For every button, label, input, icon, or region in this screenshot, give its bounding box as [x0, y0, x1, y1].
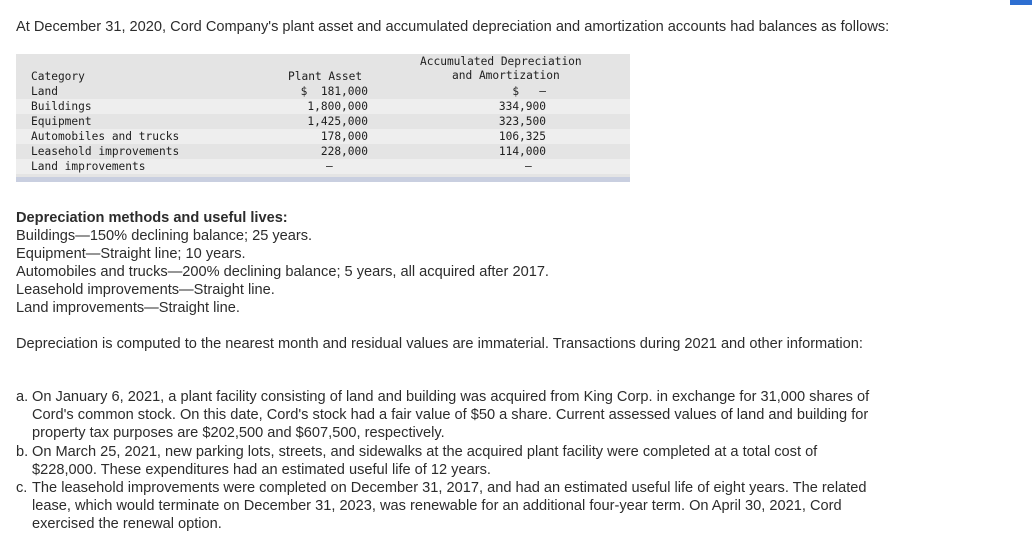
- item-line: On January 6, 2021, a plant facility consisting of land and building was acquired from King Corp. in exchange for 31,000 shares of: [32, 389, 870, 405]
- row-accumulated: 114,000: [498, 145, 546, 158]
- row-accumulated: —: [525, 160, 532, 173]
- item-line: On March 25, 2021, new parking lots, streets, and sidewalks at the acquired plant facility were completed at a total cost of: [32, 443, 818, 460]
- row-accumulated: $ —: [512, 85, 546, 98]
- methods-heading: Depreciation methods and useful lives:: [16, 210, 288, 226]
- header-accumulated-line1: Accumulated Depreciation: [420, 55, 582, 68]
- table-row: [16, 84, 630, 99]
- computation-note: Depreciation is computed to the nearest month and residual values are immaterial. Transactions during 2021 and other information:: [16, 336, 863, 352]
- table-row: [16, 114, 630, 129]
- row-plant-asset: —: [326, 160, 333, 173]
- row-accumulated: 323,500: [498, 115, 546, 128]
- row-category: Equipment: [31, 115, 92, 128]
- row-plant-asset: 228,000: [320, 145, 368, 158]
- method-line: Equipment—Straight line; 10 years.: [16, 246, 246, 262]
- row-category: Buildings: [31, 100, 92, 113]
- row-accumulated: 334,900: [498, 100, 546, 113]
- item-line: property tax purposes are $202,500 and $607,500, respectively.: [32, 425, 445, 442]
- row-category: Land improvements: [31, 160, 146, 173]
- method-line: Land improvements—Straight line.: [16, 300, 240, 316]
- method-line: Leasehold improvements—Straight line.: [16, 282, 275, 298]
- transactions-list: [16, 388, 1006, 534]
- row-plant-asset: 1,425,000: [307, 115, 368, 128]
- item-label: c.: [16, 480, 28, 497]
- item-label: b.: [16, 443, 29, 460]
- row-category: Leasehold improvements: [31, 145, 180, 158]
- row-plant-asset: 178,000: [320, 130, 368, 143]
- item-line: exercised the renewal option.: [32, 516, 222, 533]
- list-item: [16, 479, 1006, 534]
- row-plant-asset: $ 181,000: [300, 85, 368, 98]
- list-item: [16, 388, 1006, 443]
- header-accumulated-line2: and Amortization: [452, 69, 560, 82]
- item-line: The leasehold improvements were completed on December 31, 2017, and had an estimated useful life of eight years. The related: [32, 480, 867, 497]
- balances-table: [16, 54, 630, 182]
- row-plant-asset: 1,800,000: [307, 100, 368, 113]
- intro-text: At December 31, 2020, Cord Company's plant asset and accumulated depreciation and amortization accounts had balances as follows:: [16, 19, 890, 35]
- row-category: Automobiles and trucks: [31, 130, 180, 143]
- method-line: Automobiles and trucks—200% declining balance; 5 years, all acquired after 2017.: [16, 264, 549, 280]
- method-line: Buildings—150% declining balance; 25 years.: [16, 228, 313, 244]
- header-category: Category: [31, 70, 85, 83]
- item-line: lease, which would terminate on December 31, 2023, was renewable for an additional four-year term. On April 30, 2021, Cord: [32, 498, 842, 515]
- corner-accent: [1010, 0, 1032, 5]
- table-row: [16, 159, 630, 174]
- header-plant-asset: Plant Asset: [288, 70, 363, 83]
- table-row: [16, 144, 630, 159]
- table-row: [16, 99, 630, 114]
- list-item: [16, 443, 1006, 479]
- row-category: Land: [31, 85, 58, 98]
- item-label: a.: [16, 389, 29, 405]
- table-row: [16, 129, 630, 144]
- item-line: Cord's common stock. On this date, Cord's stock had a fair value of $50 a share. Current assessed values of land and building for: [32, 407, 869, 424]
- row-accumulated: 106,325: [498, 130, 546, 143]
- item-line: $228,000. These expenditures had an estimated useful life of 12 years.: [32, 461, 491, 478]
